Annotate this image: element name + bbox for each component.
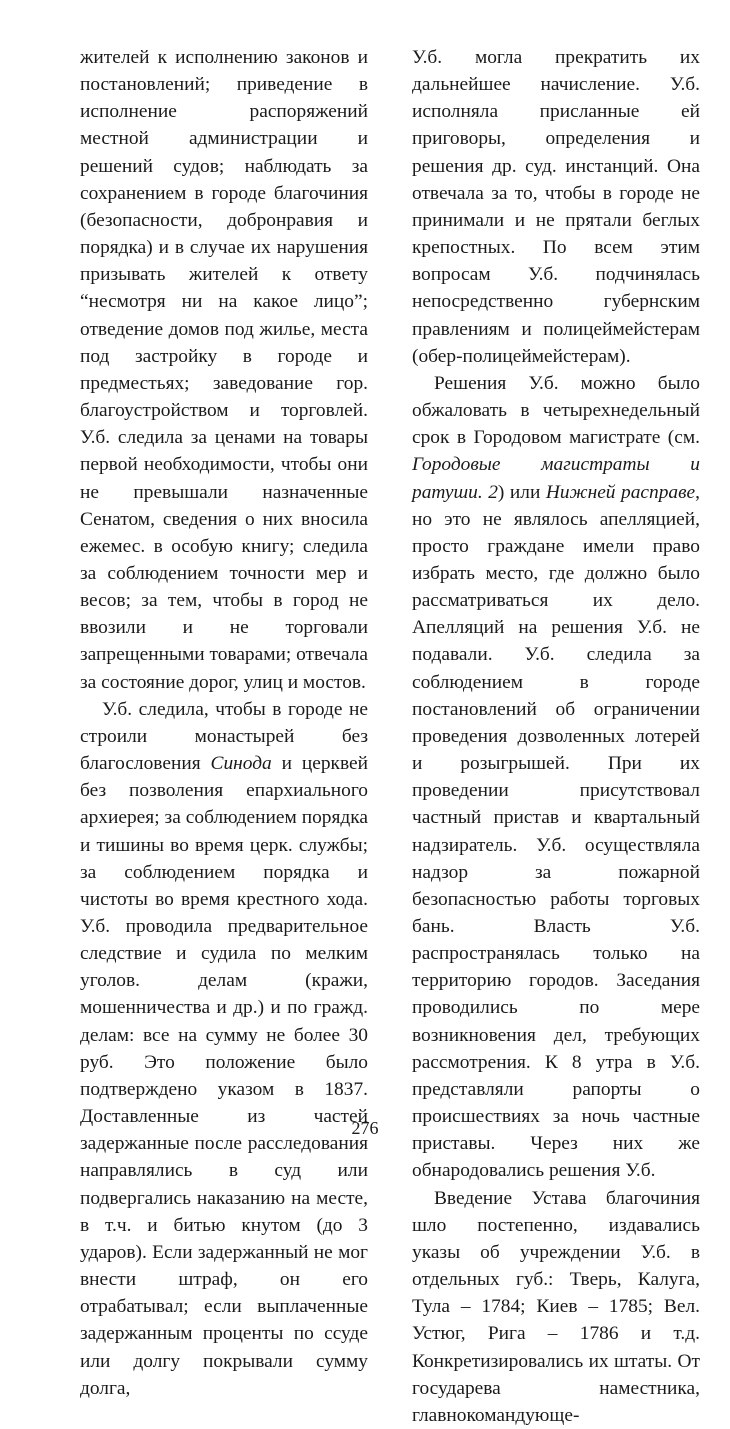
right-paragraph-2-text-a: Решения У.б. можно было обжаловать в четырехнедельный срок в Городовом магистрате (см. — [412, 372, 700, 449]
cross-reference-magistrates: Городовые магистраты и ратуши. 2 — [412, 454, 700, 503]
left-paragraph-2-text-a: У.б. следила, чтобы в городе не строили монастырей без благословения — [80, 698, 368, 775]
page-number: 276 — [351, 1118, 379, 1138]
right-paragraph-3: Введение Устава благочиния шло постепенно, издавались указы об учреждении У.б. в отдельных губ.: Тверь, Калуга, Тула – 1784; Киев – 1785; Вел. Устюг, Рига – 1786 и т.д. Конкретизировались их штаты. От государева наместника, главнокомандующе- — [412, 1187, 700, 1426]
right-paragraph-2-text-mid: ) или — [497, 481, 546, 503]
left-paragraph-2 — [80, 696, 368, 1402]
right-paragraph-1: У.б. могла прекратить их дальнейшее начисление. У.б. исполняла присланные ей приговоры, определения и решения др. суд. инстанций. Она отвечала за то, чтобы в городе не принимали и не прятали беглых крепостных. По всем этим вопросам У.б. подчинялась непосредственно губернским правлениям и полицеймейстерам (обер-полицеймейстерам). — [412, 47, 700, 367]
left-column — [80, 44, 368, 1402]
left-paragraph-1: жителей к исполнению законов и постановлений; приведение в исполнение распоряжений местной администрации и решений судов; наблюдать за сохранением в городе благочиния (безопасности, добронравия и порядка) и в случае их нарушения призывать жителей к ответу “несмотря ни на какое лицо”; отведение домов под жилье, места под застройку в городе и предместьях; заведование гор. благоустройством и торговлей. У.б. следила за ценами на товары первой необходимости, чтобы они не превышали назначенные Сенатом, сведения о них вносила ежемес. в особую книгу; следила за соблюдением точности мер и весов; за тем, чтобы в город не ввозили и не торговали запрещенными товарами; отвечала за состояние дорог, улиц и мостов. — [80, 47, 368, 693]
right-paragraph-2 — [412, 370, 700, 1185]
cross-reference-lower-court: Нижней расправе — [545, 481, 696, 503]
left-paragraph-2-text-b: и церквей без позволения епархиального архиерея; за соблюдением порядка и тишины во время церк. службы; за соблюдением порядка и чистоты во время крестного хода. У.б. проводила предварительное следствие и судила по мелким уголов. делам (кражи, мошенничества и др.) и по гражд. делам: все на сумму не более 30 руб. Это положение было подтверждено указом в 1837. Доставленные из частей задержанные после расследования направлялись в суд или подвергались наказанию на месте, в т.ч. и битью кнутом (до 3 ударов). Если задержанный не мог внести штраф, он его отрабатывал; если выплаченные задержанным проценты по ссуде или долгу покрывали сумму долга, — [80, 753, 368, 1399]
right-paragraph-2-text-b: , но это не являлось апелляцией, просто граждане имели право избрать место, где должно было рассматриваться их дело. Апелляций на решения У.б. не подавали. У.б. следила за соблюдением в городе постановлений об ограничении проведения дозволенных лотерей и розыгрышей. При их проведении присутствовал частный пристав и квартальный надзиратель. У.б. осуществляла надзор за пожарной безопасностью работы торговых бань. Власть У.б. распространялась только на территорию городов. Заседания проводились по мере возникновения дел, требующих рассмотрения. К 8 утра в У.б. представляли рапорты о происшествиях за ночь частные приставы. Через них же обнародовались решения У.б. — [412, 481, 700, 1182]
synod-italic-term: Синода — [210, 753, 272, 775]
right-column — [412, 44, 700, 1429]
